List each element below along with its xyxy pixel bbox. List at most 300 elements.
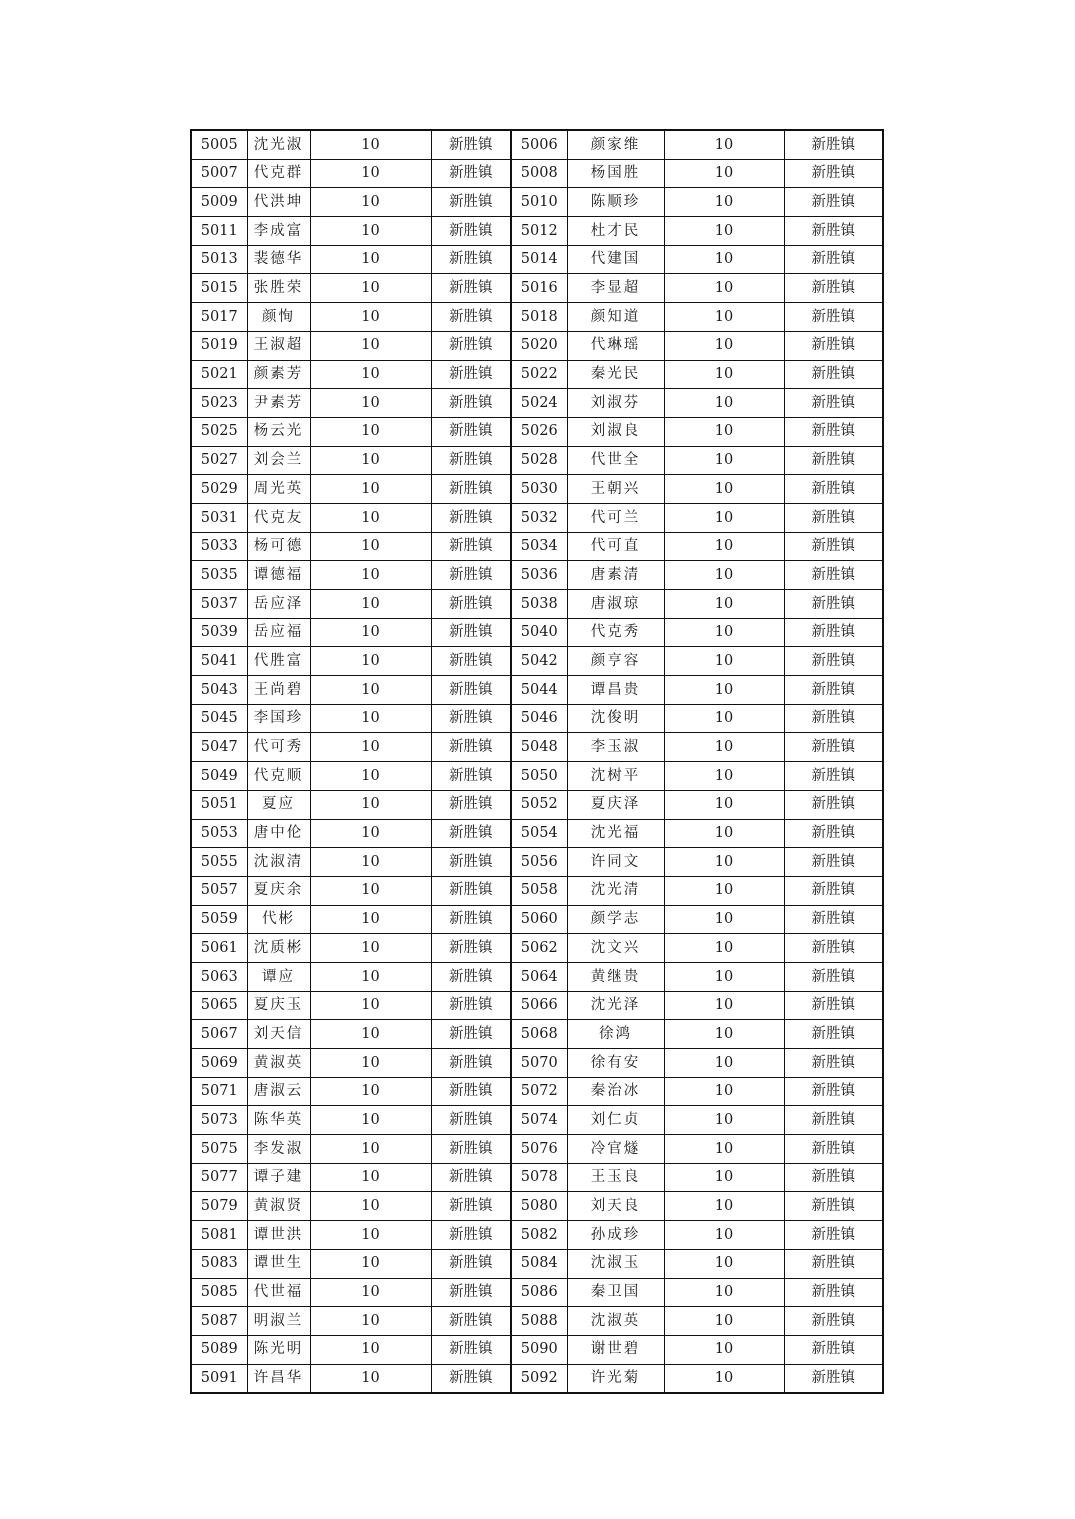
record-number-cell: 5050: [511, 762, 567, 791]
record-number-cell: 5021: [191, 360, 247, 389]
record-number-cell: 5029: [191, 475, 247, 504]
amount-cell: 10: [664, 475, 784, 504]
record-number-cell: 5082: [511, 1221, 567, 1250]
person-name-cell: 颜恂: [247, 303, 310, 332]
record-number-cell: 5015: [191, 274, 247, 303]
record-number-cell: 5044: [511, 676, 567, 705]
person-name-cell: 颜知道: [567, 303, 664, 332]
person-name-cell: 代克秀: [567, 618, 664, 647]
person-name-cell: 陈华英: [247, 1106, 310, 1135]
amount-cell: 10: [310, 1106, 431, 1135]
person-name-cell: 李发淑: [247, 1135, 310, 1164]
amount-cell: 10: [310, 1020, 431, 1049]
person-name-cell: 颜素芳: [247, 360, 310, 389]
amount-cell: 10: [664, 905, 784, 934]
amount-cell: 10: [310, 1364, 431, 1393]
person-name-cell: 杨可德: [247, 532, 310, 561]
person-name-cell: 徐鸿: [567, 1020, 664, 1049]
person-name-cell: 沈俊明: [567, 704, 664, 733]
amount-cell: 10: [664, 274, 784, 303]
amount-cell: 10: [664, 1364, 784, 1393]
town-cell: 新胜镇: [431, 1307, 511, 1336]
town-cell: 新胜镇: [431, 188, 511, 217]
table-row: [191, 1163, 883, 1192]
record-number-cell: 5057: [191, 876, 247, 905]
person-name-cell: 代建国: [567, 245, 664, 274]
person-name-cell: 沈淑英: [567, 1307, 664, 1336]
amount-cell: 10: [664, 704, 784, 733]
person-name-cell: 夏庆玉: [247, 991, 310, 1020]
town-cell: 新胜镇: [784, 303, 883, 332]
record-number-cell: 5037: [191, 590, 247, 619]
amount-cell: 10: [310, 848, 431, 877]
record-number-cell: 5009: [191, 188, 247, 217]
amount-cell: 10: [310, 962, 431, 991]
record-number-cell: 5084: [511, 1249, 567, 1278]
table-row: [191, 905, 883, 934]
amount-cell: 10: [664, 991, 784, 1020]
person-name-cell: 周光英: [247, 475, 310, 504]
town-cell: 新胜镇: [784, 1135, 883, 1164]
person-name-cell: 沈光泽: [567, 991, 664, 1020]
amount-cell: 10: [310, 446, 431, 475]
record-number-cell: 5042: [511, 647, 567, 676]
record-number-cell: 5020: [511, 331, 567, 360]
person-name-cell: 秦光民: [567, 360, 664, 389]
record-number-cell: 5019: [191, 331, 247, 360]
person-name-cell: 唐素清: [567, 561, 664, 590]
town-cell: 新胜镇: [784, 389, 883, 418]
person-name-cell: 王尚碧: [247, 676, 310, 705]
table-row: [191, 561, 883, 590]
town-cell: 新胜镇: [431, 676, 511, 705]
amount-cell: 10: [310, 762, 431, 791]
record-number-cell: 5034: [511, 532, 567, 561]
person-name-cell: 王玉良: [567, 1163, 664, 1192]
amount-cell: 10: [310, 676, 431, 705]
person-name-cell: 颜家维: [567, 130, 664, 159]
person-name-cell: 谭德福: [247, 561, 310, 590]
table-row: [191, 274, 883, 303]
table-row: [191, 1278, 883, 1307]
amount-cell: 10: [664, 1192, 784, 1221]
amount-cell: 10: [664, 1221, 784, 1250]
town-cell: 新胜镇: [431, 159, 511, 188]
record-number-cell: 5061: [191, 934, 247, 963]
town-cell: 新胜镇: [784, 1307, 883, 1336]
table-row: [191, 532, 883, 561]
town-cell: 新胜镇: [431, 417, 511, 446]
town-cell: 新胜镇: [784, 704, 883, 733]
town-cell: 新胜镇: [431, 1049, 511, 1078]
town-cell: 新胜镇: [431, 1192, 511, 1221]
amount-cell: 10: [310, 475, 431, 504]
town-cell: 新胜镇: [784, 618, 883, 647]
town-cell: 新胜镇: [431, 704, 511, 733]
record-number-cell: 5051: [191, 790, 247, 819]
town-cell: 新胜镇: [784, 1278, 883, 1307]
town-cell: 新胜镇: [784, 676, 883, 705]
person-name-cell: 陈顺珍: [567, 188, 664, 217]
record-number-cell: 5025: [191, 417, 247, 446]
record-number-cell: 5063: [191, 962, 247, 991]
amount-cell: 10: [310, 1192, 431, 1221]
town-cell: 新胜镇: [784, 848, 883, 877]
amount-cell: 10: [664, 1307, 784, 1336]
amount-cell: 10: [310, 704, 431, 733]
person-name-cell: 刘天良: [567, 1192, 664, 1221]
person-name-cell: 徐有安: [567, 1049, 664, 1078]
person-name-cell: 杜才民: [567, 217, 664, 246]
person-name-cell: 唐中伦: [247, 819, 310, 848]
record-number-cell: 5091: [191, 1364, 247, 1393]
amount-cell: 10: [664, 561, 784, 590]
town-cell: 新胜镇: [431, 446, 511, 475]
amount-cell: 10: [664, 647, 784, 676]
person-name-cell: 裴德华: [247, 245, 310, 274]
record-number-cell: 5080: [511, 1192, 567, 1221]
town-cell: 新胜镇: [431, 503, 511, 532]
record-number-cell: 5085: [191, 1278, 247, 1307]
table-row: [191, 762, 883, 791]
person-name-cell: 黄继贵: [567, 962, 664, 991]
table-row: [191, 848, 883, 877]
person-name-cell: 李国珍: [247, 704, 310, 733]
amount-cell: 10: [664, 503, 784, 532]
person-name-cell: 黄淑贤: [247, 1192, 310, 1221]
amount-cell: 10: [664, 389, 784, 418]
person-name-cell: 岳应福: [247, 618, 310, 647]
amount-cell: 10: [310, 618, 431, 647]
table-row: [191, 217, 883, 246]
record-number-cell: 5023: [191, 389, 247, 418]
town-cell: 新胜镇: [431, 245, 511, 274]
table-row: [191, 1020, 883, 1049]
table-row: [191, 647, 883, 676]
town-cell: 新胜镇: [431, 1077, 511, 1106]
town-cell: 新胜镇: [784, 962, 883, 991]
table-row: [191, 876, 883, 905]
person-name-cell: 颜学志: [567, 905, 664, 934]
town-cell: 新胜镇: [784, 1077, 883, 1106]
town-cell: 新胜镇: [784, 1049, 883, 1078]
record-number-cell: 5040: [511, 618, 567, 647]
person-name-cell: 秦治冰: [567, 1077, 664, 1106]
person-name-cell: 许同文: [567, 848, 664, 877]
town-cell: 新胜镇: [784, 1020, 883, 1049]
town-cell: 新胜镇: [431, 934, 511, 963]
amount-cell: 10: [310, 819, 431, 848]
amount-cell: 10: [310, 217, 431, 246]
amount-cell: 10: [310, 274, 431, 303]
person-name-cell: 李成富: [247, 217, 310, 246]
record-number-cell: 5039: [191, 618, 247, 647]
person-name-cell: 代琳瑶: [567, 331, 664, 360]
record-number-cell: 5007: [191, 159, 247, 188]
amount-cell: 10: [664, 159, 784, 188]
table-row: [191, 790, 883, 819]
town-cell: 新胜镇: [431, 1335, 511, 1364]
amount-cell: 10: [310, 590, 431, 619]
amount-cell: 10: [664, 934, 784, 963]
person-name-cell: 尹素芳: [247, 389, 310, 418]
amount-cell: 10: [664, 962, 784, 991]
record-number-cell: 5081: [191, 1221, 247, 1250]
town-cell: 新胜镇: [431, 274, 511, 303]
person-name-cell: 杨云光: [247, 417, 310, 446]
amount-cell: 10: [664, 303, 784, 332]
table-row: [191, 1335, 883, 1364]
town-cell: 新胜镇: [431, 1135, 511, 1164]
town-cell: 新胜镇: [431, 475, 511, 504]
table-row: [191, 303, 883, 332]
town-cell: 新胜镇: [784, 991, 883, 1020]
amount-cell: 10: [664, 1049, 784, 1078]
record-number-cell: 5060: [511, 905, 567, 934]
person-name-cell: 李玉淑: [567, 733, 664, 762]
town-cell: 新胜镇: [784, 475, 883, 504]
town-cell: 新胜镇: [431, 130, 511, 159]
town-cell: 新胜镇: [784, 217, 883, 246]
person-name-cell: 谢世碧: [567, 1335, 664, 1364]
record-number-cell: 5008: [511, 159, 567, 188]
person-name-cell: 夏应: [247, 790, 310, 819]
person-name-cell: 代可兰: [567, 503, 664, 532]
record-number-cell: 5049: [191, 762, 247, 791]
amount-cell: 10: [310, 188, 431, 217]
record-number-cell: 5079: [191, 1192, 247, 1221]
amount-cell: 10: [664, 1335, 784, 1364]
amount-cell: 10: [664, 532, 784, 561]
record-number-cell: 5090: [511, 1335, 567, 1364]
amount-cell: 10: [664, 819, 784, 848]
table-row: [191, 159, 883, 188]
town-cell: 新胜镇: [431, 1020, 511, 1049]
record-number-cell: 5056: [511, 848, 567, 877]
roster-table: [190, 129, 884, 1394]
amount-cell: 10: [310, 532, 431, 561]
town-cell: 新胜镇: [784, 1163, 883, 1192]
table-row: [191, 1221, 883, 1250]
amount-cell: 10: [664, 1249, 784, 1278]
amount-cell: 10: [310, 1307, 431, 1336]
town-cell: 新胜镇: [431, 618, 511, 647]
record-number-cell: 5013: [191, 245, 247, 274]
town-cell: 新胜镇: [784, 1106, 883, 1135]
table-row: [191, 130, 883, 159]
amount-cell: 10: [310, 876, 431, 905]
record-number-cell: 5064: [511, 962, 567, 991]
table-row: [191, 503, 883, 532]
table-row: [191, 1192, 883, 1221]
record-number-cell: 5053: [191, 819, 247, 848]
amount-cell: 10: [664, 360, 784, 389]
record-number-cell: 5038: [511, 590, 567, 619]
table-row: [191, 188, 883, 217]
person-name-cell: 刘仁贞: [567, 1106, 664, 1135]
person-name-cell: 岳应泽: [247, 590, 310, 619]
record-number-cell: 5073: [191, 1106, 247, 1135]
table-row: [191, 331, 883, 360]
town-cell: 新胜镇: [431, 331, 511, 360]
person-name-cell: 秦卫国: [567, 1278, 664, 1307]
record-number-cell: 5026: [511, 417, 567, 446]
town-cell: 新胜镇: [431, 991, 511, 1020]
record-number-cell: 5052: [511, 790, 567, 819]
person-name-cell: 张胜荣: [247, 274, 310, 303]
amount-cell: 10: [310, 561, 431, 590]
record-number-cell: 5011: [191, 217, 247, 246]
town-cell: 新胜镇: [784, 503, 883, 532]
record-number-cell: 5074: [511, 1106, 567, 1135]
table-row: [191, 1135, 883, 1164]
town-cell: 新胜镇: [431, 532, 511, 561]
amount-cell: 10: [310, 733, 431, 762]
town-cell: 新胜镇: [431, 790, 511, 819]
amount-cell: 10: [310, 1249, 431, 1278]
amount-cell: 10: [310, 1135, 431, 1164]
roster-body: [191, 130, 883, 1393]
town-cell: 新胜镇: [784, 331, 883, 360]
amount-cell: 10: [310, 503, 431, 532]
record-number-cell: 5030: [511, 475, 567, 504]
person-name-cell: 谭应: [247, 962, 310, 991]
record-number-cell: 5006: [511, 130, 567, 159]
person-name-cell: 明淑兰: [247, 1307, 310, 1336]
person-name-cell: 代克顺: [247, 762, 310, 791]
amount-cell: 10: [310, 245, 431, 274]
record-number-cell: 5012: [511, 217, 567, 246]
record-number-cell: 5018: [511, 303, 567, 332]
person-name-cell: 沈树平: [567, 762, 664, 791]
record-number-cell: 5046: [511, 704, 567, 733]
amount-cell: 10: [664, 245, 784, 274]
person-name-cell: 陈光明: [247, 1335, 310, 1364]
record-number-cell: 5032: [511, 503, 567, 532]
record-number-cell: 5066: [511, 991, 567, 1020]
amount-cell: 10: [664, 1278, 784, 1307]
amount-cell: 10: [310, 1335, 431, 1364]
record-number-cell: 5071: [191, 1077, 247, 1106]
record-number-cell: 5017: [191, 303, 247, 332]
town-cell: 新胜镇: [431, 303, 511, 332]
record-number-cell: 5045: [191, 704, 247, 733]
record-number-cell: 5083: [191, 1249, 247, 1278]
amount-cell: 10: [664, 417, 784, 446]
record-number-cell: 5086: [511, 1278, 567, 1307]
table-row: [191, 1364, 883, 1393]
person-name-cell: 沈质彬: [247, 934, 310, 963]
amount-cell: 10: [310, 159, 431, 188]
table-row: [191, 389, 883, 418]
town-cell: 新胜镇: [431, 733, 511, 762]
town-cell: 新胜镇: [784, 819, 883, 848]
record-number-cell: 5027: [191, 446, 247, 475]
record-number-cell: 5047: [191, 733, 247, 762]
record-number-cell: 5048: [511, 733, 567, 762]
record-number-cell: 5035: [191, 561, 247, 590]
table-row: [191, 991, 883, 1020]
town-cell: 新胜镇: [784, 934, 883, 963]
amount-cell: 10: [664, 848, 784, 877]
record-number-cell: 5005: [191, 130, 247, 159]
person-name-cell: 许光菊: [567, 1364, 664, 1393]
amount-cell: 10: [664, 1163, 784, 1192]
record-number-cell: 5031: [191, 503, 247, 532]
town-cell: 新胜镇: [431, 962, 511, 991]
town-cell: 新胜镇: [784, 762, 883, 791]
person-name-cell: 代可秀: [247, 733, 310, 762]
person-name-cell: 沈光福: [567, 819, 664, 848]
town-cell: 新胜镇: [784, 245, 883, 274]
amount-cell: 10: [310, 1077, 431, 1106]
person-name-cell: 代世福: [247, 1278, 310, 1307]
town-cell: 新胜镇: [431, 1163, 511, 1192]
record-number-cell: 5041: [191, 647, 247, 676]
amount-cell: 10: [664, 676, 784, 705]
person-name-cell: 沈淑清: [247, 848, 310, 877]
table-row: [191, 819, 883, 848]
record-number-cell: 5055: [191, 848, 247, 877]
person-name-cell: 颜亨容: [567, 647, 664, 676]
table-row: [191, 417, 883, 446]
town-cell: 新胜镇: [784, 590, 883, 619]
amount-cell: 10: [310, 647, 431, 676]
amount-cell: 10: [664, 331, 784, 360]
amount-cell: 10: [664, 1135, 784, 1164]
town-cell: 新胜镇: [431, 905, 511, 934]
record-number-cell: 5043: [191, 676, 247, 705]
table-row: [191, 934, 883, 963]
record-number-cell: 5092: [511, 1364, 567, 1393]
town-cell: 新胜镇: [431, 647, 511, 676]
amount-cell: 10: [310, 130, 431, 159]
person-name-cell: 李显超: [567, 274, 664, 303]
amount-cell: 10: [310, 331, 431, 360]
record-number-cell: 5070: [511, 1049, 567, 1078]
record-number-cell: 5077: [191, 1163, 247, 1192]
town-cell: 新胜镇: [431, 848, 511, 877]
amount-cell: 10: [310, 360, 431, 389]
table-row: [191, 676, 883, 705]
town-cell: 新胜镇: [784, 790, 883, 819]
town-cell: 新胜镇: [431, 1249, 511, 1278]
town-cell: 新胜镇: [784, 1192, 883, 1221]
amount-cell: 10: [664, 733, 784, 762]
amount-cell: 10: [664, 618, 784, 647]
town-cell: 新胜镇: [431, 389, 511, 418]
table-row: [191, 1249, 883, 1278]
amount-cell: 10: [310, 1221, 431, 1250]
table-row: [191, 733, 883, 762]
table-row: [191, 704, 883, 733]
table-row: [191, 962, 883, 991]
record-number-cell: 5058: [511, 876, 567, 905]
record-number-cell: 5068: [511, 1020, 567, 1049]
person-name-cell: 杨国胜: [567, 159, 664, 188]
person-name-cell: 沈光清: [567, 876, 664, 905]
record-number-cell: 5067: [191, 1020, 247, 1049]
town-cell: 新胜镇: [431, 762, 511, 791]
table-row: [191, 590, 883, 619]
person-name-cell: 刘会兰: [247, 446, 310, 475]
person-name-cell: 夏庆余: [247, 876, 310, 905]
person-name-cell: 王淑超: [247, 331, 310, 360]
table-row: [191, 446, 883, 475]
person-name-cell: 沈淑玉: [567, 1249, 664, 1278]
record-number-cell: 5033: [191, 532, 247, 561]
town-cell: 新胜镇: [784, 905, 883, 934]
